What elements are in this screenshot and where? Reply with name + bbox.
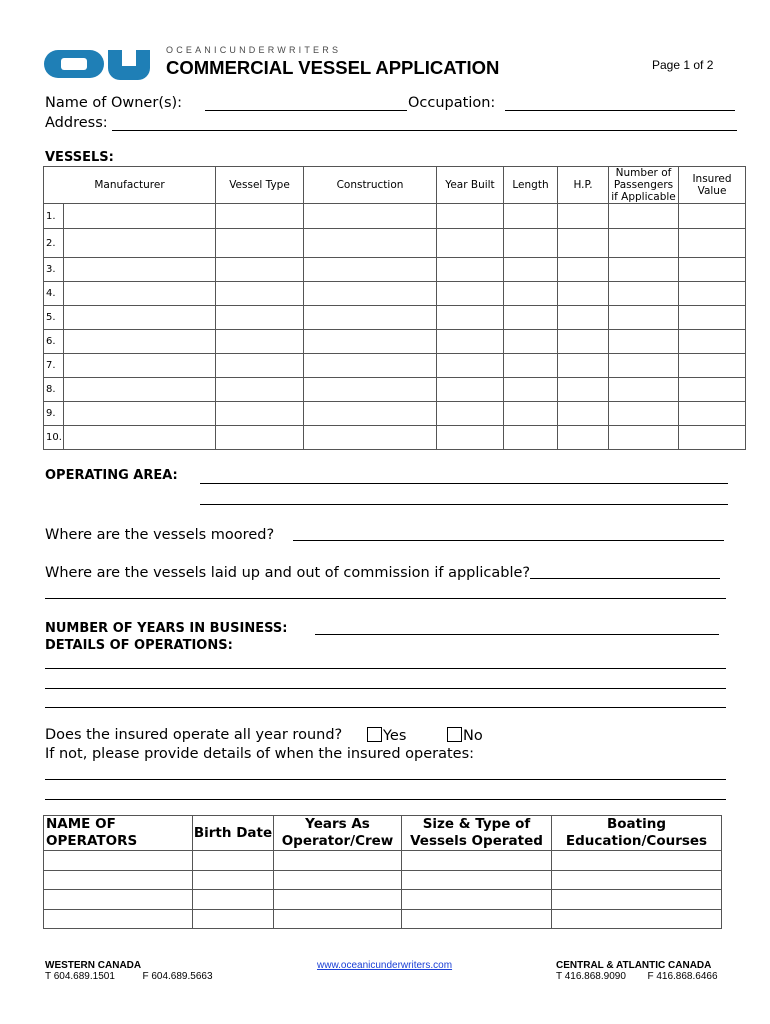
vessel-row-number: 3.: [44, 258, 64, 282]
occupation-label: Occupation:: [408, 95, 496, 111]
owner-name-field[interactable]: [205, 97, 407, 111]
yes-label: Yes: [383, 728, 407, 744]
if-not-field-1[interactable]: [45, 766, 726, 780]
yes-option[interactable]: [367, 727, 406, 744]
vessel-row-number: 1.: [44, 204, 64, 229]
owner-name-label: Name of Owner(s):: [45, 95, 183, 111]
address-label: Address:: [45, 115, 108, 131]
vessel-cell-hp[interactable]: [558, 354, 609, 378]
vessel-cell-insured-value[interactable]: [679, 426, 746, 450]
vessel-cell-hp[interactable]: [558, 204, 609, 229]
vessel-cell-length[interactable]: [504, 306, 558, 330]
vessel-row-number: 7.: [44, 354, 64, 378]
vessel-cell-year-built[interactable]: [437, 282, 504, 306]
brand-name: OCEANICUNDERWRITERS: [166, 45, 342, 55]
vessel-cell-length[interactable]: [504, 330, 558, 354]
operator-cell-years[interactable]: [274, 870, 402, 890]
col-passengers: Number of Passengers if Applicable: [609, 167, 679, 204]
vessel-cell-vessel-type[interactable]: [216, 354, 304, 378]
vessel-cell-vessel-type[interactable]: [216, 229, 304, 258]
eastern-phone: T 416.868.9090: [556, 971, 626, 982]
vessel-row: [44, 330, 746, 354]
operator-cell-education[interactable]: [552, 870, 722, 890]
years-in-business-label: NUMBER OF YEARS IN BUSINESS:: [45, 621, 288, 636]
vessel-cell-vessel-type[interactable]: [216, 426, 304, 450]
laidup-question: Where are the vessels laid up and out of commission if applicable?: [45, 565, 531, 581]
col-boating-education: Boating Education/Courses: [552, 816, 722, 851]
col-insured-value: Insured Value: [679, 167, 746, 204]
vessel-cell-construction[interactable]: [304, 258, 437, 282]
vessel-cell-insured-value[interactable]: [679, 258, 746, 282]
eastern-canada-contact: [556, 960, 718, 982]
yes-checkbox[interactable]: [367, 727, 382, 742]
vessel-cell-insured-value[interactable]: [679, 282, 746, 306]
moored-question: Where are the vessels moored?: [45, 527, 275, 543]
vessel-cell-passengers[interactable]: [609, 354, 679, 378]
vessel-cell-passengers[interactable]: [609, 258, 679, 282]
company-logo: [44, 46, 156, 82]
laidup-field-2[interactable]: [45, 585, 726, 599]
vessel-cell-manufacturer[interactable]: [64, 229, 216, 258]
vessel-row-number: 4.: [44, 282, 64, 306]
vessel-cell-insured-value[interactable]: [679, 306, 746, 330]
vessel-cell-length[interactable]: [504, 282, 558, 306]
operator-cell-name[interactable]: [44, 870, 193, 890]
vessel-cell-hp[interactable]: [558, 402, 609, 426]
col-construction: Construction: [304, 167, 437, 204]
operator-cell-birth-date[interactable]: [193, 890, 274, 910]
vessel-row-number: 5.: [44, 306, 64, 330]
vessel-cell-vessel-type[interactable]: [216, 258, 304, 282]
operator-cell-vessels[interactable]: [402, 890, 552, 910]
vessel-cell-hp[interactable]: [558, 258, 609, 282]
vessel-row-number: 9.: [44, 402, 64, 426]
operator-cell-education[interactable]: [552, 890, 722, 910]
details-field-3[interactable]: [45, 694, 726, 708]
vessel-row: [44, 402, 746, 426]
vessel-cell-hp[interactable]: [558, 306, 609, 330]
vessel-cell-passengers[interactable]: [609, 204, 679, 229]
vessel-cell-manufacturer[interactable]: [64, 306, 216, 330]
vessel-cell-year-built[interactable]: [437, 378, 504, 402]
vessel-cell-manufacturer[interactable]: [64, 282, 216, 306]
vessel-cell-construction[interactable]: [304, 354, 437, 378]
col-birth-date: Birth Date: [193, 816, 274, 851]
vessel-cell-length[interactable]: [504, 426, 558, 450]
operator-cell-education[interactable]: [552, 909, 722, 929]
vessel-cell-year-built[interactable]: [437, 402, 504, 426]
vessel-cell-insured-value[interactable]: [679, 229, 746, 258]
no-option[interactable]: [447, 727, 483, 744]
vessel-cell-insured-value[interactable]: [679, 204, 746, 229]
operator-cell-years[interactable]: [274, 909, 402, 929]
vessel-cell-construction[interactable]: [304, 306, 437, 330]
vessel-cell-passengers[interactable]: [609, 330, 679, 354]
vessel-cell-construction[interactable]: [304, 204, 437, 229]
vessel-row-number: 2.: [44, 229, 64, 258]
vessel-cell-length[interactable]: [504, 402, 558, 426]
year-round-question: Does the insured operate all year round?: [45, 727, 343, 743]
operator-row: [44, 909, 722, 929]
details-label: DETAILS OF OPERATIONS:: [45, 638, 233, 653]
vessel-row-number: 6.: [44, 330, 64, 354]
vessel-cell-length[interactable]: [504, 354, 558, 378]
col-manufacturer: Manufacturer: [44, 167, 216, 204]
vessel-cell-manufacturer[interactable]: [64, 402, 216, 426]
eastern-title: CENTRAL & ATLANTIC CANADA: [556, 960, 712, 971]
vessel-cell-manufacturer[interactable]: [64, 258, 216, 282]
operator-row: [44, 870, 722, 890]
moored-field[interactable]: [293, 527, 724, 541]
vessel-cell-manufacturer[interactable]: [64, 354, 216, 378]
if-not-field-2[interactable]: [45, 786, 726, 800]
page-number: Page 1 of 2: [652, 58, 714, 72]
operator-cell-name[interactable]: [44, 909, 193, 929]
operator-cell-name[interactable]: [44, 851, 193, 871]
vessel-cell-length[interactable]: [504, 204, 558, 229]
vessel-cell-hp[interactable]: [558, 426, 609, 450]
vessel-cell-manufacturer[interactable]: [64, 330, 216, 354]
address-field[interactable]: [112, 117, 737, 131]
col-hp: H.P.: [558, 167, 609, 204]
operating-area-field-1[interactable]: [200, 470, 728, 484]
vessel-cell-year-built[interactable]: [437, 204, 504, 229]
operating-area-label: OPERATING AREA:: [45, 468, 178, 483]
operator-row: [44, 851, 722, 871]
details-field-2[interactable]: [45, 675, 726, 689]
vessel-cell-passengers[interactable]: [609, 378, 679, 402]
vessel-cell-vessel-type[interactable]: [216, 378, 304, 402]
vessel-cell-insured-value[interactable]: [679, 354, 746, 378]
operator-cell-birth-date[interactable]: [193, 851, 274, 871]
vessel-cell-passengers[interactable]: [609, 306, 679, 330]
vessel-row: [44, 306, 746, 330]
eastern-fax: F 416.868.6466: [647, 971, 718, 982]
col-vessel-type: Vessel Type: [216, 167, 304, 204]
operating-area-field-2[interactable]: [200, 491, 728, 505]
western-canada-contact: [45, 960, 213, 982]
vessel-row: [44, 282, 746, 306]
western-fax: F 604.689.5663: [142, 971, 213, 982]
operator-cell-years[interactable]: [274, 890, 402, 910]
vessel-cell-insured-value[interactable]: [679, 402, 746, 426]
operator-cell-birth-date[interactable]: [193, 909, 274, 929]
col-length: Length: [504, 167, 558, 204]
no-label: No: [463, 728, 483, 744]
vessel-cell-construction[interactable]: [304, 229, 437, 258]
vessel-cell-length[interactable]: [504, 378, 558, 402]
col-operator-name: NAME OF OPERATORS: [44, 816, 193, 851]
operator-cell-vessels[interactable]: [402, 851, 552, 871]
vessel-cell-construction[interactable]: [304, 402, 437, 426]
details-field-1[interactable]: [45, 655, 726, 669]
vessel-cell-manufacturer[interactable]: [64, 204, 216, 229]
vessel-cell-hp[interactable]: [558, 378, 609, 402]
years-in-business-field[interactable]: [315, 621, 719, 635]
western-title: WESTERN CANADA: [45, 960, 142, 971]
vessel-row: [44, 229, 746, 258]
vessel-cell-length[interactable]: [504, 258, 558, 282]
col-years-operator: Years As Operator/Crew: [274, 816, 402, 851]
vessel-cell-hp[interactable]: [558, 330, 609, 354]
vessel-cell-passengers[interactable]: [609, 229, 679, 258]
col-year-built: Year Built: [437, 167, 504, 204]
vessel-cell-vessel-type[interactable]: [216, 330, 304, 354]
vessel-cell-vessel-type[interactable]: [216, 306, 304, 330]
vessel-cell-construction[interactable]: [304, 426, 437, 450]
western-phone: T 604.689.1501: [45, 971, 115, 982]
vessel-cell-passengers[interactable]: [609, 402, 679, 426]
if-not-question: If not, please provide details of when the insured operates:: [45, 746, 475, 762]
operator-row: [44, 890, 722, 910]
vessel-row: [44, 378, 746, 402]
vessel-cell-insured-value[interactable]: [679, 378, 746, 402]
vessels-label: VESSELS:: [45, 150, 114, 165]
vessel-cell-passengers[interactable]: [609, 282, 679, 306]
vessel-cell-insured-value[interactable]: [679, 330, 746, 354]
operator-cell-years[interactable]: [274, 851, 402, 871]
col-vessels-operated: Size & Type of Vessels Operated: [402, 816, 552, 851]
operator-cell-vessels[interactable]: [402, 909, 552, 929]
vessel-cell-vessel-type[interactable]: [216, 204, 304, 229]
page-title: COMMERCIAL VESSEL APPLICATION: [166, 57, 500, 78]
operators-table: [43, 815, 722, 929]
vessel-cell-hp[interactable]: [558, 229, 609, 258]
vessel-cell-manufacturer[interactable]: [64, 378, 216, 402]
vessel-cell-passengers[interactable]: [609, 426, 679, 450]
vessel-cell-year-built[interactable]: [437, 426, 504, 450]
vessel-cell-construction[interactable]: [304, 330, 437, 354]
vessel-cell-hp[interactable]: [558, 282, 609, 306]
vessel-row-number: 10.: [44, 426, 64, 450]
laidup-field-1[interactable]: [530, 565, 720, 579]
vessel-cell-year-built[interactable]: [437, 258, 504, 282]
vessel-cell-year-built[interactable]: [437, 354, 504, 378]
operator-cell-birth-date[interactable]: [193, 870, 274, 890]
vessel-cell-year-built[interactable]: [437, 330, 504, 354]
vessel-row: [44, 426, 746, 450]
vessel-cell-construction[interactable]: [304, 378, 437, 402]
vessel-cell-year-built[interactable]: [437, 229, 504, 258]
vessel-cell-manufacturer[interactable]: [64, 426, 216, 450]
website-link[interactable]: www.oceanicunderwriters.com: [317, 960, 453, 971]
operator-cell-name[interactable]: [44, 890, 193, 910]
vessel-row: [44, 258, 746, 282]
no-checkbox[interactable]: [447, 727, 462, 742]
vessel-row: [44, 204, 746, 229]
vessels-table: [43, 166, 746, 450]
vessel-row-number: 8.: [44, 378, 64, 402]
vessel-cell-length[interactable]: [504, 229, 558, 258]
operator-cell-education[interactable]: [552, 851, 722, 871]
vessel-cell-construction[interactable]: [304, 282, 437, 306]
occupation-field[interactable]: [505, 97, 735, 111]
vessel-cell-vessel-type[interactable]: [216, 402, 304, 426]
operator-cell-vessels[interactable]: [402, 870, 552, 890]
vessel-row: [44, 354, 746, 378]
vessel-cell-year-built[interactable]: [437, 306, 504, 330]
vessel-cell-vessel-type[interactable]: [216, 282, 304, 306]
